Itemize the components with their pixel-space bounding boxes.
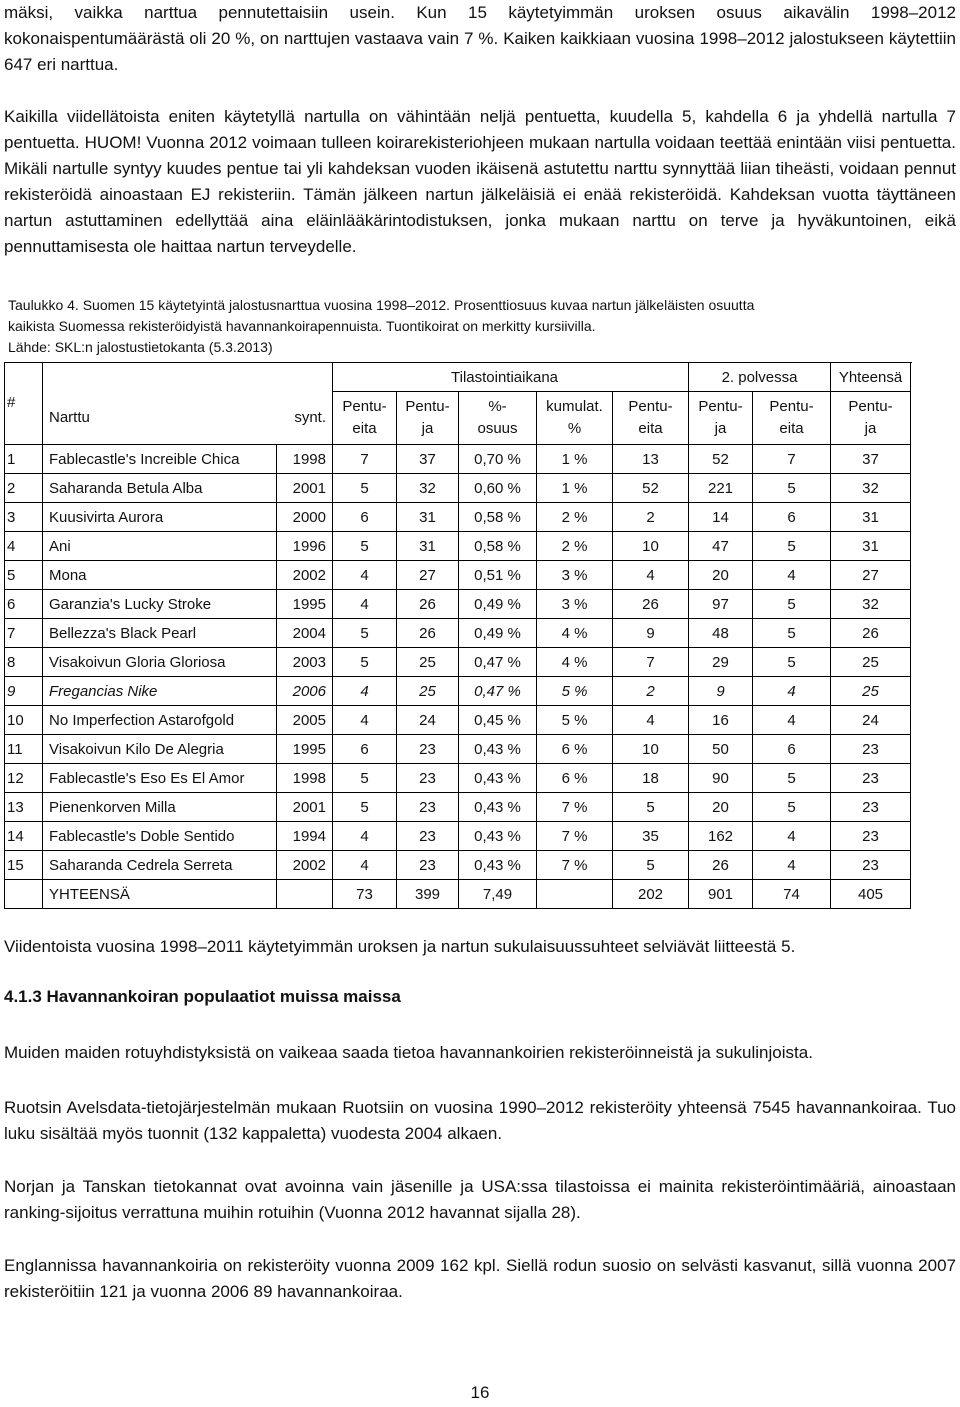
col-header-pentuja-3: Pentu- ja [831,392,911,445]
cell-born: 1995 [277,590,333,619]
cell-number: 8 [5,648,43,677]
cell-kumulat: 5 % [537,677,613,706]
paragraph-females: Kaikilla viidellätoista eniten käytetyllä nartulla on vähintään neljä pentuetta, kuudella 5, kahdella 6 ja yhdellä nartulla 7 pentuetta. HUOM! Vuonna 2012 voimaan tulleen koirarekisteriohjeen mukaan nartulla voidaan teettää enintään viisi pentuetta. Mikäli nartulle syntyy kuudes pentue tai yli kahdeksan vuoden ikäisenä astutettu narttu synnyttää liian tiheästi, voidaan pennut rekisteröidä ainoastaan EJ rekisteriin. Tämän jälkeen nartun jälkeläisiä ei enää rekisteröidä. Kahdeksan vuotta täyttäneen nartun astuttaminen edellyttää aina eläinlääkärintodistuksen, jonka mukaan narttu on terve ja hyväkuntoinen, eikä pennuttamisesta ole haittaa nartun terveydelle. [4,107,956,256]
cell-kumulat: 2 % [537,532,613,561]
table-row [5,474,911,503]
table-row [5,706,911,735]
cell-pentuja-2: 16 [689,706,753,735]
table-caption [8,295,908,358]
cell-pentueita-1: 5 [333,619,397,648]
cell-pentueita-1: 4 [333,590,397,619]
col-header-osuus: %- osuus [459,392,537,445]
cell-pentuja-2: 221 [689,474,753,503]
cell-born: 2002 [277,851,333,880]
cell-name: Mona [43,561,277,590]
cell-kumulat: 4 % [537,648,613,677]
group-header-tilastointiaikana: Tilastointiaikana [397,363,613,392]
cell-pentueita-3: 5 [753,793,831,822]
cell-name: Kuusivirta Aurora [43,503,277,532]
cell-pentueita-3: 4 [753,677,831,706]
group-header-2-polvessa: 2. polvessa [689,363,831,392]
header-blank-num [5,363,43,392]
cell-pentuja-3: 25 [831,648,911,677]
table-row [5,735,911,764]
page-number: 16 [470,1383,490,1402]
cell-pentueita-3: 4 [753,822,831,851]
cell-kumulat: 6 % [537,735,613,764]
cell-pentueita-1: 7 [333,445,397,474]
cell-born: 2001 [277,793,333,822]
col-header-pentuja-2: Pentu- ja [689,392,753,445]
cell-pentuja-2: 47 [689,532,753,561]
total-blank-num [5,880,43,909]
cell-pentuja-2: 9 [689,677,753,706]
cell-number: 9 [5,677,43,706]
table-row [5,648,911,677]
total-pentuja-3: 405 [831,880,911,909]
cell-pentueita-2: 5 [613,793,689,822]
cell-name: Ani [43,532,277,561]
table-column-header-row [5,392,911,445]
total-pentuja-1: 399 [397,880,459,909]
table-row [5,590,911,619]
cell-pentueita-2: 4 [613,706,689,735]
table-row [5,793,911,822]
cell-pentuja-2: 29 [689,648,753,677]
cell-pentueita-2: 26 [613,590,689,619]
total-pentueita-2: 202 [613,880,689,909]
cell-kumulat: 2 % [537,503,613,532]
table-row [5,677,911,706]
cell-number: 6 [5,590,43,619]
paragraph-norway-denmark: Norjan ja Tanskan tietokannat ovat avoinna vain jäsenille ja USA:ssa tilastoissa ei mainita rekisteröintimääriä, ainoastaan ranking-sijoitus verrattuna muihin rotuihin (Vuonna 2012 havannat sijalla 28). [4,1177,956,1222]
table-row [5,851,911,880]
cell-pentueita-1: 4 [333,706,397,735]
cell-pentuja-3: 32 [831,474,911,503]
cell-osuus: 0,47 % [459,648,537,677]
total-label: YHTEENSÄ [43,880,277,909]
cell-pentuja-2: 20 [689,793,753,822]
cell-pentuja-3: 24 [831,706,911,735]
table-total-row [5,880,911,909]
cell-kumulat: 7 % [537,822,613,851]
cell-name: Fablecastle's Eso Es El Amor [43,764,277,793]
cell-pentueita-1: 5 [333,764,397,793]
cell-pentuja-1: 26 [397,619,459,648]
cell-pentuja-1: 23 [397,793,459,822]
cell-name: Fablecastle's Increible Chica [43,445,277,474]
cell-pentueita-1: 4 [333,822,397,851]
paragraph-intro: mäksi, vaikka narttua pennutettaisiin usein. Kun 15 käytetyimmän uroksen osuus aikavälin 1998–2012 kokonaispentumäärästä oli 20 %, on narttujen vastaava vain 7 %. Kaiken kaikkiaan vuosina 1998–2012 jalostukseen käytettiin 647 eri narttua. [4,3,956,74]
cell-pentueita-2: 10 [613,735,689,764]
cell-name: Visakoivun Kilo De Alegria [43,735,277,764]
cell-pentueita-2: 10 [613,532,689,561]
cell-pentueita-2: 4 [613,561,689,590]
cell-kumulat: 7 % [537,793,613,822]
table-row [5,619,911,648]
cell-born: 2001 [277,474,333,503]
cell-born: 1995 [277,735,333,764]
cell-pentueita-3: 5 [753,764,831,793]
cell-pentuja-3: 25 [831,677,911,706]
col-header-pentueita-1: Pentu- eita [333,392,397,445]
cell-pentueita-1: 4 [333,561,397,590]
cell-pentueita-2: 13 [613,445,689,474]
header-blank-name [43,363,277,392]
cell-name: Pienenkorven Milla [43,793,277,822]
cell-pentuja-3: 37 [831,445,911,474]
cell-pentuja-2: 90 [689,764,753,793]
cell-pentuja-2: 26 [689,851,753,880]
cell-osuus: 0,43 % [459,822,537,851]
cell-pentueita-2: 5 [613,851,689,880]
caption-line-2: kaikista Suomessa rekisteröidyistä havannankoirapennuista. Tuontikoirat on merkitty kursiivilla. [8,318,596,334]
cell-pentuja-1: 25 [397,648,459,677]
col-header-number: # [5,392,43,445]
header-blank-born [277,363,333,392]
cell-pentueita-2: 18 [613,764,689,793]
cell-number: 13 [5,793,43,822]
cell-born: 1996 [277,532,333,561]
cell-pentueita-1: 5 [333,532,397,561]
paragraph-other-countries: Muiden maiden rotuyhdistyksistä on vaikeaa saada tietoa havannankoirien rekisteröinneistä ja sukulinjoista. [4,1043,813,1062]
cell-kumulat: 7 % [537,851,613,880]
cell-number: 11 [5,735,43,764]
cell-pentuja-1: 23 [397,851,459,880]
cell-osuus: 0,43 % [459,764,537,793]
total-osuus: 7,49 [459,880,537,909]
cell-pentueita-2: 9 [613,619,689,648]
cell-born: 1998 [277,764,333,793]
cell-kumulat: 3 % [537,561,613,590]
total-blank-born [277,880,333,909]
cell-kumulat: 3 % [537,590,613,619]
cell-born: 2005 [277,706,333,735]
cell-born: 1998 [277,445,333,474]
cell-pentueita-2: 52 [613,474,689,503]
cell-name: Saharanda Cedrela Serreta [43,851,277,880]
cell-osuus: 0,43 % [459,851,537,880]
cell-kumulat: 6 % [537,764,613,793]
cell-pentuja-3: 23 [831,735,911,764]
cell-born: 2004 [277,619,333,648]
paragraph-england: Englannissa havannankoiria on rekisteröity vuonna 2009 162 kpl. Siellä rodun suosio on selvästi kasvanut, sillä vuonna 2007 rekisteröitiin 121 ja vuonna 2006 89 havannankoiraa. [4,1256,956,1301]
cell-name: Bellezza's Black Pearl [43,619,277,648]
cell-number: 3 [5,503,43,532]
cell-pentuja-2: 50 [689,735,753,764]
females-table [4,362,911,909]
group-header-yhteensa: Yhteensä [831,363,911,392]
total-pentueita-3: 74 [753,880,831,909]
cell-born: 2000 [277,503,333,532]
cell-pentuja-1: 31 [397,532,459,561]
cell-osuus: 0,58 % [459,503,537,532]
cell-osuus: 0,58 % [459,532,537,561]
paragraph-relations: Viidentoista vuosina 1998–2011 käytetyimmän uroksen ja nartun sukulaisuussuhteet selviävät liitteestä 5. [4,937,796,956]
cell-pentuja-2: 14 [689,503,753,532]
cell-born: 1994 [277,822,333,851]
table-row [5,445,911,474]
col-header-pentueita-2: Pentu- eita [613,392,689,445]
cell-pentueita-3: 4 [753,561,831,590]
cell-pentuja-3: 23 [831,793,911,822]
cell-number: 5 [5,561,43,590]
cell-name: No Imperfection Astarofgold [43,706,277,735]
cell-number: 2 [5,474,43,503]
cell-pentuja-3: 27 [831,561,911,590]
cell-osuus: 0,43 % [459,735,537,764]
table-row [5,503,911,532]
cell-pentueita-3: 7 [753,445,831,474]
cell-born: 2003 [277,648,333,677]
cell-name: Saharanda Betula Alba [43,474,277,503]
cell-pentuja-1: 25 [397,677,459,706]
col-header-pentueita-3: Pentu- eita [753,392,831,445]
cell-osuus: 0,49 % [459,590,537,619]
section-heading: 4.1.3 Havannankoiran populaatiot muissa maissa [4,987,401,1006]
cell-pentueita-1: 4 [333,677,397,706]
col-header-narttu: Narttu [43,392,277,445]
cell-kumulat: 5 % [537,706,613,735]
cell-pentueita-3: 5 [753,648,831,677]
table-row [5,764,911,793]
cell-pentueita-2: 2 [613,503,689,532]
caption-line-3: Lähde: SKL:n jalostustietokanta (5.3.2013) [8,339,273,355]
cell-pentueita-1: 6 [333,735,397,764]
cell-osuus: 0,47 % [459,677,537,706]
cell-pentueita-3: 5 [753,474,831,503]
cell-pentuja-2: 52 [689,445,753,474]
cell-pentueita-1: 5 [333,793,397,822]
cell-pentueita-1: 4 [333,851,397,880]
cell-pentueita-2: 2 [613,677,689,706]
cell-number: 15 [5,851,43,880]
header-blank-pentueita-1 [333,363,397,392]
table-row [5,532,911,561]
cell-pentuja-1: 32 [397,474,459,503]
cell-pentuja-3: 23 [831,851,911,880]
cell-number: 4 [5,532,43,561]
cell-pentuja-3: 26 [831,619,911,648]
cell-pentuja-1: 24 [397,706,459,735]
col-header-kumulat: kumulat. % [537,392,613,445]
cell-number: 7 [5,619,43,648]
cell-pentueita-3: 4 [753,706,831,735]
cell-osuus: 0,49 % [459,619,537,648]
cell-name: Fregancias Nike [43,677,277,706]
cell-name: Fablecastle's Doble Sentido [43,822,277,851]
cell-number: 1 [5,445,43,474]
total-pentueita-1: 73 [333,880,397,909]
total-blank-kumulat [537,880,613,909]
cell-number: 12 [5,764,43,793]
caption-line-1: Taulukko 4. Suomen 15 käytetyintä jalostusnarttua vuosina 1998–2012. Prosenttiosuus kuvaa nartun jälkeläisten osuutta [8,297,755,313]
cell-osuus: 0,51 % [459,561,537,590]
cell-pentuja-2: 48 [689,619,753,648]
cell-born: 2002 [277,561,333,590]
cell-pentuja-1: 23 [397,735,459,764]
cell-kumulat: 4 % [537,619,613,648]
col-header-synt: synt. [277,392,333,445]
paragraph-sweden: Ruotsin Avelsdata-tietojärjestelmän mukaan Ruotsiin on vuosina 1990–2012 rekisteröity yhteensä 7545 havannankoiraa. Tuo luku sisältää myös tuonnit (132 kappaletta) vuodesta 2004 alkaen. [4,1098,956,1143]
table-group-header-row [5,363,911,392]
cell-pentueita-3: 6 [753,735,831,764]
cell-number: 10 [5,706,43,735]
total-pentuja-2: 901 [689,880,753,909]
cell-pentueita-3: 5 [753,619,831,648]
header-blank-kumulat [613,363,689,392]
cell-pentuja-3: 23 [831,764,911,793]
cell-kumulat: 1 % [537,474,613,503]
cell-pentueita-3: 6 [753,503,831,532]
col-header-pentuja-1: Pentu- ja [397,392,459,445]
cell-pentuja-2: 97 [689,590,753,619]
cell-pentuja-2: 20 [689,561,753,590]
cell-kumulat: 1 % [537,445,613,474]
cell-pentuja-2: 162 [689,822,753,851]
cell-pentuja-1: 37 [397,445,459,474]
cell-pentuja-1: 23 [397,764,459,793]
cell-pentueita-1: 5 [333,648,397,677]
cell-pentueita-1: 6 [333,503,397,532]
table-row [5,822,911,851]
cell-pentuja-1: 23 [397,822,459,851]
cell-born: 2006 [277,677,333,706]
cell-pentueita-3: 4 [753,851,831,880]
cell-osuus: 0,70 % [459,445,537,474]
cell-pentuja-3: 23 [831,822,911,851]
cell-pentuja-1: 26 [397,590,459,619]
cell-osuus: 0,60 % [459,474,537,503]
cell-pentueita-3: 5 [753,532,831,561]
cell-pentuja-3: 31 [831,503,911,532]
cell-pentueita-3: 5 [753,590,831,619]
cell-osuus: 0,45 % [459,706,537,735]
cell-name: Visakoivun Gloria Gloriosa [43,648,277,677]
cell-pentuja-1: 31 [397,503,459,532]
cell-number: 14 [5,822,43,851]
cell-pentuja-3: 31 [831,532,911,561]
cell-pentuja-1: 27 [397,561,459,590]
cell-pentueita-2: 7 [613,648,689,677]
cell-osuus: 0,43 % [459,793,537,822]
cell-pentueita-2: 35 [613,822,689,851]
cell-name: Garanzia's Lucky Stroke [43,590,277,619]
cell-pentuja-3: 32 [831,590,911,619]
table-row [5,561,911,590]
cell-pentueita-1: 5 [333,474,397,503]
